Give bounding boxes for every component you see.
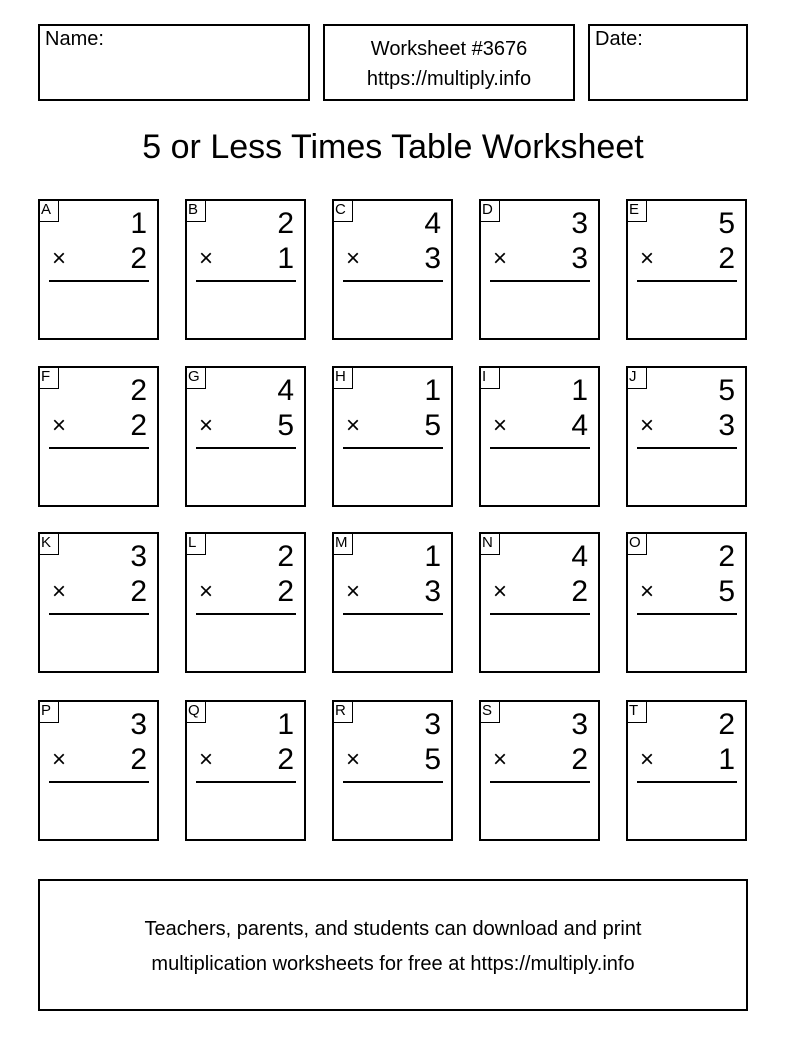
answer-line: [490, 447, 590, 449]
problem-label: R: [333, 701, 353, 723]
multiplier: 2: [130, 409, 147, 442]
multiplier: 2: [718, 242, 735, 275]
problem-card[interactable]: [332, 199, 453, 340]
problem-label: L: [186, 533, 206, 555]
answer-line: [343, 613, 443, 615]
answer-line: [343, 280, 443, 282]
multiplier: 4: [571, 409, 588, 442]
multiplier: 3: [718, 409, 735, 442]
multiply-sign-icon: ×: [493, 578, 508, 605]
worksheet-url: https://multiply.info: [366, 68, 532, 90]
multiply-sign-icon: ×: [346, 746, 361, 773]
page-title: 5 or Less Times Table Worksheet: [142, 128, 644, 166]
multiplier: 1: [277, 242, 294, 275]
multiplier: 2: [277, 743, 294, 776]
problem-card[interactable]: [626, 532, 747, 673]
multiply-sign-icon: ×: [199, 245, 214, 272]
problem-card[interactable]: [332, 700, 453, 841]
date-label: Date:: [595, 28, 643, 50]
problem-card[interactable]: [626, 199, 747, 340]
multiplicand: 3: [571, 207, 588, 240]
problem-label: K: [39, 533, 59, 555]
multiply-sign-icon: ×: [199, 412, 214, 439]
problem-label: J: [627, 367, 647, 389]
worksheet-number: Worksheet #3676: [370, 38, 528, 60]
multiply-sign-icon: ×: [346, 412, 361, 439]
multiplier: 5: [424, 409, 441, 442]
multiplier: 1: [718, 743, 735, 776]
multiply-sign-icon: ×: [199, 746, 214, 773]
multiply-sign-icon: ×: [346, 578, 361, 605]
problem-label: I: [480, 367, 500, 389]
multiply-sign-icon: ×: [493, 412, 508, 439]
problem-card[interactable]: [38, 700, 159, 841]
problem-card[interactable]: [479, 532, 600, 673]
problem-label: H: [333, 367, 353, 389]
multiply-sign-icon: ×: [346, 245, 361, 272]
problem-card[interactable]: [185, 366, 306, 507]
problem-card[interactable]: [38, 199, 159, 340]
answer-line: [637, 613, 737, 615]
answer-line: [196, 781, 296, 783]
answer-line: [637, 280, 737, 282]
multiplicand: 1: [571, 374, 588, 407]
multiply-sign-icon: ×: [640, 746, 655, 773]
multiply-sign-icon: ×: [52, 746, 67, 773]
multiply-sign-icon: ×: [52, 245, 67, 272]
problem-label: F: [39, 367, 59, 389]
multiplier: 3: [424, 242, 441, 275]
problem-label: P: [39, 701, 59, 723]
answer-line: [343, 781, 443, 783]
footer-box: [38, 879, 748, 1011]
answer-line: [637, 447, 737, 449]
problem-label: D: [480, 200, 500, 222]
problem-card[interactable]: [479, 366, 600, 507]
answer-line: [49, 280, 149, 282]
multiplier: 2: [571, 743, 588, 776]
worksheet-info-box: [323, 24, 575, 101]
problem-card[interactable]: [185, 532, 306, 673]
multiplier: 2: [130, 242, 147, 275]
date-field-box[interactable]: [588, 24, 748, 101]
problem-label: M: [333, 533, 353, 555]
problem-label: C: [333, 200, 353, 222]
multiplier: 5: [277, 409, 294, 442]
multiply-sign-icon: ×: [640, 578, 655, 605]
problem-card[interactable]: [38, 532, 159, 673]
multiply-sign-icon: ×: [640, 412, 655, 439]
multiplier: 3: [571, 242, 588, 275]
problem-card[interactable]: [185, 700, 306, 841]
answer-line: [637, 781, 737, 783]
multiplicand: 3: [130, 540, 147, 573]
problem-card[interactable]: [479, 700, 600, 841]
multiplier: 2: [277, 575, 294, 608]
multiplicand: 1: [130, 207, 147, 240]
multiplicand: 2: [718, 540, 735, 573]
multiplicand: 1: [277, 708, 294, 741]
problem-card[interactable]: [38, 366, 159, 507]
answer-line: [49, 613, 149, 615]
multiply-sign-icon: ×: [493, 245, 508, 272]
multiplier: 3: [424, 575, 441, 608]
answer-line: [49, 781, 149, 783]
multiplicand: 5: [718, 374, 735, 407]
answer-line: [490, 280, 590, 282]
answer-line: [490, 613, 590, 615]
answer-line: [490, 781, 590, 783]
problem-label: A: [39, 200, 59, 222]
answer-line: [343, 447, 443, 449]
footer-line-2: multiplication worksheets for free at https://multiply.info: [151, 953, 635, 975]
problem-card[interactable]: [332, 532, 453, 673]
answer-line: [49, 447, 149, 449]
problem-card[interactable]: [479, 199, 600, 340]
answer-line: [196, 280, 296, 282]
multiplicand: 2: [277, 207, 294, 240]
multiplier: 2: [130, 743, 147, 776]
multiplier: 5: [424, 743, 441, 776]
multiplicand: 5: [718, 207, 735, 240]
answer-line: [196, 613, 296, 615]
answer-line: [196, 447, 296, 449]
multiplicand: 4: [424, 207, 441, 240]
multiplier: 2: [571, 575, 588, 608]
multiply-sign-icon: ×: [640, 245, 655, 272]
problem-label: T: [627, 701, 647, 723]
multiplicand: 3: [424, 708, 441, 741]
multiplicand: 2: [277, 540, 294, 573]
multiplicand: 3: [571, 708, 588, 741]
multiply-sign-icon: ×: [199, 578, 214, 605]
problem-label: N: [480, 533, 500, 555]
multiplicand: 2: [718, 708, 735, 741]
multiplicand: 3: [130, 708, 147, 741]
problem-label: S: [480, 701, 500, 723]
problem-label: B: [186, 200, 206, 222]
multiply-sign-icon: ×: [52, 412, 67, 439]
multiplier: 5: [718, 575, 735, 608]
name-label: Name:: [45, 28, 104, 50]
problem-label: O: [627, 533, 647, 555]
problem-card[interactable]: [626, 700, 747, 841]
multiplier: 2: [130, 575, 147, 608]
multiplicand: 2: [130, 374, 147, 407]
problem-card[interactable]: [626, 366, 747, 507]
problem-label: Q: [186, 701, 206, 723]
multiplicand: 1: [424, 540, 441, 573]
footer-line-1: Teachers, parents, and students can download and print: [144, 918, 642, 940]
problem-label: E: [627, 200, 647, 222]
multiplicand: 4: [571, 540, 588, 573]
problem-card[interactable]: [332, 366, 453, 507]
name-field-box[interactable]: [38, 24, 310, 101]
multiplicand: 4: [277, 374, 294, 407]
multiply-sign-icon: ×: [52, 578, 67, 605]
multiply-sign-icon: ×: [493, 746, 508, 773]
problem-label: G: [186, 367, 206, 389]
multiplicand: 1: [424, 374, 441, 407]
problem-card[interactable]: [185, 199, 306, 340]
